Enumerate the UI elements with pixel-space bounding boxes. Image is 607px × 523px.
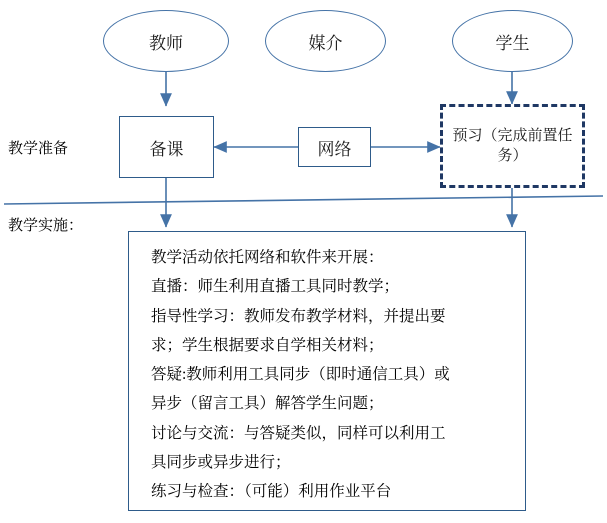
activity-line: 指导性学习：教师发布教学材料，并提出要 <box>151 307 446 325</box>
activity-line: 讨论与交流：与答疑类似，同样可以利用工 <box>151 424 446 442</box>
box-preview-task[interactable] <box>440 104 585 188</box>
box-network-label: 网络 <box>317 139 352 159</box>
activity-line: 练习与检查：（可能）利用作业平台 <box>151 483 392 500</box>
box-preview-task-label: 预习（完成前置任务） <box>452 127 573 164</box>
box-lesson-preparation[interactable] <box>119 116 214 178</box>
label-teaching-implementation <box>8 214 83 235</box>
activity-line: 答疑:教师利用工具同步（即时通信工具）或 <box>151 366 450 383</box>
ellipse-teacher-label: 教师 <box>149 33 183 53</box>
activity-line: 具同步或异步进行； <box>151 453 291 471</box>
activity-line: 异步（留言工具）解答学生问题； <box>151 395 384 413</box>
activity-line: 教学活动依托网络和软件来开展： <box>151 249 384 266</box>
box-network[interactable] <box>298 127 371 167</box>
ellipse-student-label: 学生 <box>495 33 530 53</box>
label-teaching-preparation-text: 教学准备 <box>8 141 69 157</box>
box-lesson-preparation-label: 备课 <box>149 139 184 159</box>
label-teaching-preparation <box>8 137 68 158</box>
ellipse-medium[interactable] <box>265 10 386 72</box>
label-teaching-implementation-text: 教学实施： <box>8 218 84 234</box>
box-teaching-activities[interactable] <box>128 231 526 511</box>
ellipse-student[interactable] <box>452 10 573 72</box>
ellipse-teacher[interactable] <box>103 10 229 72</box>
activity-line: 直播：师生利用直播工具同时教学； <box>151 278 400 296</box>
ellipse-medium-label: 媒介 <box>308 33 343 53</box>
activity-line: 求；学生根据要求自学相关材料； <box>151 336 384 354</box>
